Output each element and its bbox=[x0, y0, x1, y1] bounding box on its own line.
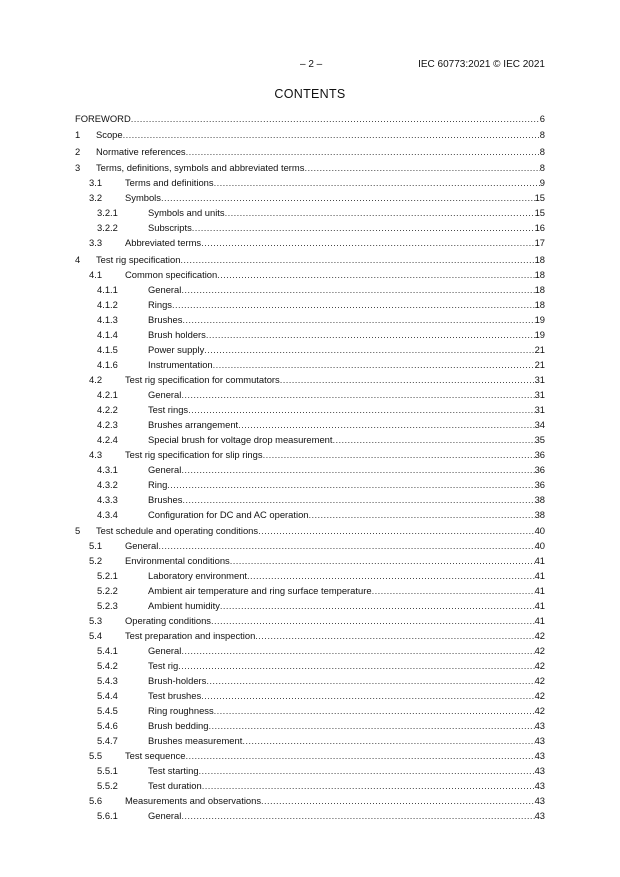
toc-entry-title: Brushes arrangement bbox=[148, 418, 239, 430]
toc-entry-number: 4.3.2 bbox=[97, 478, 118, 490]
toc-entry[interactable] bbox=[75, 628, 545, 643]
toc-entry-title: Ambient humidity bbox=[148, 599, 220, 611]
toc-entry-title: Test duration bbox=[148, 779, 202, 791]
toc-entry-number: 5.4 bbox=[89, 629, 103, 641]
toc-entry-number: 4.2.4 bbox=[97, 433, 118, 445]
dot-leader bbox=[204, 342, 534, 357]
toc-entry-number: 5.5.1 bbox=[97, 764, 118, 776]
toc-entry-title: Test sequence bbox=[125, 749, 186, 761]
dot-leader bbox=[202, 778, 535, 793]
dot-leader bbox=[182, 312, 534, 327]
toc-entry-page: 43 bbox=[534, 734, 545, 746]
document-reference: IEC 60773:2021 © IEC 2021 bbox=[418, 59, 545, 70]
toc-entry[interactable] bbox=[75, 342, 545, 357]
dot-leader bbox=[123, 127, 540, 142]
dot-leader bbox=[206, 673, 534, 688]
toc-entry-page: 38 bbox=[534, 508, 545, 520]
toc-entry-page: 41 bbox=[534, 569, 545, 581]
toc-entry-number: 5 bbox=[75, 524, 81, 536]
toc-entry[interactable] bbox=[75, 357, 545, 372]
toc-entry-title: Terms and definitions bbox=[125, 177, 214, 189]
table-of-contents bbox=[75, 111, 545, 823]
toc-entry[interactable] bbox=[75, 267, 545, 282]
toc-entry-number: 5.4.6 bbox=[97, 719, 118, 731]
dot-leader bbox=[131, 111, 540, 126]
toc-entry-number: 1 bbox=[75, 129, 81, 141]
toc-entry[interactable] bbox=[75, 297, 545, 312]
toc-entry-number: 5.4.1 bbox=[97, 644, 118, 656]
dot-leader bbox=[304, 160, 539, 175]
toc-entry[interactable] bbox=[75, 111, 545, 126]
toc-entry-title: Ring roughness bbox=[148, 704, 214, 716]
toc-entry-page: 42 bbox=[534, 704, 545, 716]
toc-entry-title: General bbox=[148, 644, 182, 656]
toc-entry-page: 18 bbox=[534, 283, 545, 295]
dot-leader bbox=[188, 402, 534, 417]
dot-leader bbox=[208, 718, 534, 733]
toc-entry-number: 5.2.2 bbox=[97, 584, 118, 596]
toc-entry-title: Special brush for voltage drop measurement bbox=[148, 433, 333, 445]
toc-entry-title: Brushes measurement bbox=[148, 734, 243, 746]
dot-leader bbox=[182, 492, 534, 507]
toc-entry-title: General bbox=[125, 539, 159, 551]
toc-entry-number: 3.2 bbox=[89, 192, 103, 204]
toc-entry[interactable] bbox=[75, 688, 545, 703]
toc-entry[interactable] bbox=[75, 175, 545, 190]
toc-entry[interactable] bbox=[75, 523, 545, 538]
toc-entry-number: 5.5.2 bbox=[97, 779, 118, 791]
toc-entry-number: 4.3 bbox=[89, 448, 103, 460]
page-number: – 2 – bbox=[300, 59, 323, 70]
page-header bbox=[0, 59, 620, 75]
toc-entry-page: 43 bbox=[534, 779, 545, 791]
toc-entry-page: 41 bbox=[534, 584, 545, 596]
toc-entry-number: 4 bbox=[75, 253, 81, 265]
toc-entry-page: 41 bbox=[534, 614, 545, 626]
toc-entry-number: 2 bbox=[75, 145, 81, 157]
toc-entry-title: Ambient air temperature and ring surface temperature bbox=[148, 584, 372, 596]
toc-entry-title: Brush-holders bbox=[148, 674, 207, 686]
toc-entry-page: 42 bbox=[534, 644, 545, 656]
dot-leader bbox=[167, 477, 534, 492]
toc-entry-page: 43 bbox=[534, 749, 545, 761]
toc-entry-title: Brush holders bbox=[148, 328, 206, 340]
toc-entry-title: Laboratory environment bbox=[148, 569, 248, 581]
toc-entry-title: Test rings bbox=[148, 403, 189, 415]
toc-entry-page: 43 bbox=[534, 794, 545, 806]
toc-entry-title: General bbox=[148, 388, 182, 400]
toc-entry[interactable] bbox=[75, 402, 545, 417]
dot-leader bbox=[214, 703, 535, 718]
toc-entry-page: 42 bbox=[534, 659, 545, 671]
toc-entry-number: 5.2.1 bbox=[97, 569, 118, 581]
toc-entry-title: FOREWORD bbox=[75, 113, 131, 124]
toc-entry[interactable] bbox=[75, 538, 545, 553]
toc-entry-number: 4.3.4 bbox=[97, 508, 118, 520]
toc-entry-title: Measurements and observations bbox=[125, 794, 262, 806]
dot-leader bbox=[201, 235, 534, 250]
toc-entry-page: 42 bbox=[534, 629, 545, 641]
toc-entry-number: 4.1.2 bbox=[97, 298, 118, 310]
toc-entry-page: 21 bbox=[534, 358, 545, 370]
toc-entry-number: 5.6.1 bbox=[97, 809, 118, 821]
dot-leader bbox=[213, 357, 535, 372]
toc-entry-number: 5.2.3 bbox=[97, 599, 118, 611]
toc-entry[interactable] bbox=[75, 372, 545, 387]
dot-leader bbox=[180, 252, 534, 267]
toc-entry-page: 41 bbox=[534, 554, 545, 566]
toc-entry-page: 36 bbox=[534, 478, 545, 490]
dot-leader bbox=[199, 763, 535, 778]
toc-entry[interactable] bbox=[75, 492, 545, 507]
toc-entry-number: 4.1.6 bbox=[97, 358, 118, 370]
toc-entry-page: 9 bbox=[539, 177, 545, 189]
toc-entry-title: Test rig specification bbox=[96, 253, 181, 265]
toc-entry-page: 31 bbox=[534, 373, 545, 385]
toc-entry-page: 31 bbox=[534, 388, 545, 400]
toc-entry-page: 19 bbox=[534, 313, 545, 325]
toc-entry-page: 18 bbox=[534, 268, 545, 280]
toc-entry-title: Test rig specification for slip rings bbox=[125, 448, 263, 460]
toc-entry-title: Test brushes bbox=[148, 689, 202, 701]
toc-entry[interactable] bbox=[75, 127, 545, 142]
dot-leader bbox=[201, 688, 534, 703]
toc-entry[interactable] bbox=[75, 387, 545, 402]
toc-entry-page: 40 bbox=[534, 539, 545, 551]
toc-entry-number: 4.1.5 bbox=[97, 343, 118, 355]
dot-leader bbox=[214, 175, 540, 190]
dot-leader bbox=[258, 523, 534, 538]
toc-entry-number: 4.2.2 bbox=[97, 403, 118, 415]
toc-entry-number: 4.2.3 bbox=[97, 418, 118, 430]
dot-leader bbox=[230, 553, 535, 568]
toc-entry-title: Normative references bbox=[96, 145, 186, 157]
toc-entry[interactable] bbox=[75, 190, 545, 205]
toc-entry[interactable] bbox=[75, 252, 545, 267]
toc-entry-number: 4.1.3 bbox=[97, 313, 118, 325]
toc-entry[interactable] bbox=[75, 613, 545, 628]
toc-entry-number: 4.3.1 bbox=[97, 463, 118, 475]
dot-leader bbox=[206, 327, 535, 342]
toc-entry[interactable] bbox=[75, 673, 545, 688]
dot-leader bbox=[220, 598, 535, 613]
toc-entry[interactable] bbox=[75, 477, 545, 492]
toc-entry[interactable] bbox=[75, 733, 545, 748]
toc-entry-page: 31 bbox=[534, 403, 545, 415]
toc-entry-number: 5.4.2 bbox=[97, 659, 118, 671]
toc-entry[interactable] bbox=[75, 718, 545, 733]
toc-entry-page: 19 bbox=[534, 328, 545, 340]
toc-entry[interactable] bbox=[75, 282, 545, 297]
dot-leader bbox=[225, 205, 535, 220]
dot-leader bbox=[158, 538, 534, 553]
dot-leader bbox=[242, 733, 534, 748]
toc-entry-title: Brushes bbox=[148, 313, 183, 325]
toc-entry-page: 18 bbox=[534, 298, 545, 310]
toc-entry-title: Brushes bbox=[148, 493, 183, 505]
toc-entry[interactable] bbox=[75, 447, 545, 462]
dot-leader bbox=[161, 190, 535, 205]
toc-entry-title: Abbreviated terms bbox=[125, 237, 202, 249]
toc-entry-title: Test rig specification for commutators bbox=[125, 373, 280, 385]
dot-leader bbox=[181, 282, 534, 297]
toc-entry-title: Test rig bbox=[148, 659, 179, 671]
toc-entry-page: 8 bbox=[539, 145, 545, 157]
toc-entry-number: 4.2.1 bbox=[97, 388, 118, 400]
dot-leader bbox=[181, 462, 534, 477]
toc-entry-title: Operating conditions bbox=[125, 614, 211, 626]
toc-entry-page: 40 bbox=[534, 524, 545, 536]
toc-entry[interactable] bbox=[75, 658, 545, 673]
toc-entry[interactable] bbox=[75, 748, 545, 763]
dot-leader bbox=[263, 447, 535, 462]
toc-entry[interactable] bbox=[75, 763, 545, 778]
toc-entry-page: 6 bbox=[539, 113, 545, 124]
toc-entry-number: 5.4.5 bbox=[97, 704, 118, 716]
toc-entry-title: Test starting bbox=[148, 764, 199, 776]
toc-entry-number: 4.1.4 bbox=[97, 328, 118, 340]
toc-entry[interactable] bbox=[75, 808, 545, 823]
dot-leader bbox=[238, 417, 534, 432]
toc-entry-title: Test schedule and operating conditions bbox=[96, 524, 259, 536]
toc-entry-title: Instrumentation bbox=[148, 358, 213, 370]
toc-entry-number: 5.3 bbox=[89, 614, 103, 626]
toc-entry-title: General bbox=[148, 463, 182, 475]
toc-entry-number: 5.5 bbox=[89, 749, 103, 761]
toc-entry[interactable] bbox=[75, 778, 545, 793]
toc-entry-number: 4.1 bbox=[89, 268, 103, 280]
toc-entry-number: 5.6 bbox=[89, 794, 103, 806]
toc-entry[interactable] bbox=[75, 235, 545, 250]
toc-entry-title: Power supply bbox=[148, 343, 205, 355]
toc-entry-title: General bbox=[148, 283, 182, 295]
toc-entry-page: 35 bbox=[534, 433, 545, 445]
toc-entry-title: Brush bedding bbox=[148, 719, 209, 731]
dot-leader bbox=[217, 267, 534, 282]
toc-entry-number: 5.4.4 bbox=[97, 689, 118, 701]
toc-entry-page: 42 bbox=[534, 674, 545, 686]
toc-entry-title: Environmental conditions bbox=[125, 554, 230, 566]
toc-entry-title: Symbols bbox=[125, 192, 161, 204]
dot-leader bbox=[181, 808, 534, 823]
toc-entry-title: Scope bbox=[96, 129, 123, 141]
toc-entry[interactable] bbox=[75, 462, 545, 477]
dot-leader bbox=[186, 144, 540, 159]
dot-leader bbox=[247, 568, 535, 583]
toc-entry-number: 3.1 bbox=[89, 177, 103, 189]
toc-entry-page: 8 bbox=[539, 162, 545, 174]
toc-entry-number: 3.2.1 bbox=[97, 207, 118, 219]
toc-entry-page: 21 bbox=[534, 343, 545, 355]
toc-entry-number: 3 bbox=[75, 162, 81, 174]
toc-entry-title: Subscripts bbox=[148, 222, 192, 234]
toc-entry[interactable] bbox=[75, 205, 545, 220]
toc-entry-title: Common specification bbox=[125, 268, 218, 280]
toc-entry[interactable] bbox=[75, 160, 545, 175]
toc-entry[interactable] bbox=[75, 583, 545, 598]
toc-entry-title: Ring bbox=[148, 478, 168, 490]
dot-leader bbox=[185, 748, 534, 763]
dot-leader bbox=[211, 613, 535, 628]
toc-entry-number: 4.1.1 bbox=[97, 283, 118, 295]
toc-entry-title: Rings bbox=[148, 298, 172, 310]
dot-leader bbox=[280, 372, 535, 387]
toc-entry-page: 18 bbox=[534, 253, 545, 265]
toc-entry[interactable] bbox=[75, 144, 545, 159]
toc-entry[interactable] bbox=[75, 703, 545, 718]
toc-entry-number: 3.2.2 bbox=[97, 222, 118, 234]
toc-entry-number: 5.2 bbox=[89, 554, 103, 566]
toc-entry-number: 4.2 bbox=[89, 373, 103, 385]
toc-entry-page: 41 bbox=[534, 599, 545, 611]
toc-entry-title: Configuration for DC and AC operation bbox=[148, 508, 309, 520]
toc-entry-number: 4.3.3 bbox=[97, 493, 118, 505]
toc-entry-page: 36 bbox=[534, 448, 545, 460]
toc-entry[interactable] bbox=[75, 220, 545, 235]
toc-entry[interactable] bbox=[75, 507, 545, 522]
toc-entry-title: Terms, definitions, symbols and abbreviated terms bbox=[96, 162, 305, 174]
toc-entry[interactable] bbox=[75, 598, 545, 613]
toc-entry[interactable] bbox=[75, 327, 545, 342]
dot-leader bbox=[192, 220, 535, 235]
toc-entry-page: 34 bbox=[534, 418, 545, 430]
toc-entry-title: Test preparation and inspection bbox=[125, 629, 256, 641]
dot-leader bbox=[261, 793, 535, 808]
dot-leader bbox=[181, 387, 534, 402]
toc-entry-page: 16 bbox=[534, 222, 545, 234]
toc-entry-title: General bbox=[148, 809, 182, 821]
toc-entry[interactable] bbox=[75, 568, 545, 583]
dot-leader bbox=[332, 432, 534, 447]
dot-leader bbox=[172, 297, 535, 312]
toc-entry[interactable] bbox=[75, 643, 545, 658]
dot-leader bbox=[372, 583, 535, 598]
toc-entry-page: 15 bbox=[534, 192, 545, 204]
toc-entry-number: 5.4.3 bbox=[97, 674, 118, 686]
dot-leader bbox=[309, 507, 535, 522]
toc-entry[interactable] bbox=[75, 432, 545, 447]
toc-entry[interactable] bbox=[75, 553, 545, 568]
toc-entry-page: 42 bbox=[534, 689, 545, 701]
toc-entry-page: 36 bbox=[534, 463, 545, 475]
dot-leader bbox=[255, 628, 534, 643]
toc-entry-number: 5.1 bbox=[89, 539, 103, 551]
toc-entry-page: 8 bbox=[539, 129, 545, 141]
toc-entry-title: Symbols and units bbox=[148, 207, 225, 219]
toc-entry-number: 3.3 bbox=[89, 237, 103, 249]
toc-entry-page: 17 bbox=[534, 237, 545, 249]
toc-entry-page: 15 bbox=[534, 207, 545, 219]
toc-entry[interactable] bbox=[75, 417, 545, 432]
toc-entry[interactable] bbox=[75, 793, 545, 808]
toc-entry[interactable] bbox=[75, 312, 545, 327]
toc-title: CONTENTS bbox=[274, 87, 346, 101]
toc-entry-page: 38 bbox=[534, 493, 545, 505]
toc-entry-page: 43 bbox=[534, 809, 545, 821]
toc-entry-page: 43 bbox=[534, 764, 545, 776]
dot-leader bbox=[181, 643, 534, 658]
dot-leader bbox=[178, 658, 534, 673]
toc-entry-page: 43 bbox=[534, 719, 545, 731]
toc-entry-number: 5.4.7 bbox=[97, 734, 118, 746]
